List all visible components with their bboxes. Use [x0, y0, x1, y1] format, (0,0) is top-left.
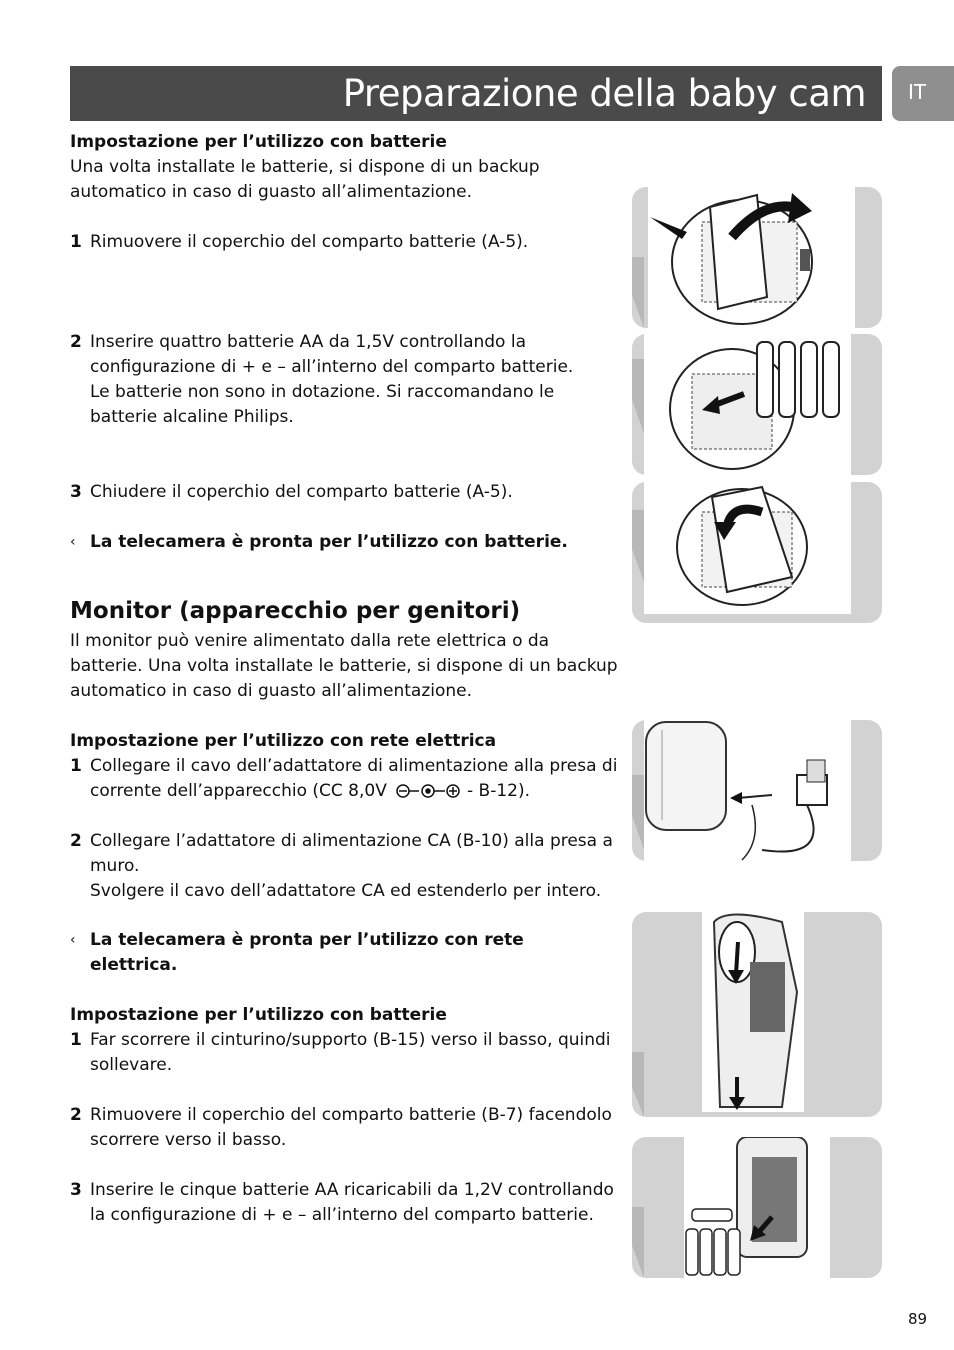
page-title: Preparazione della baby cam [342, 72, 866, 115]
dc-polarity-icon [395, 783, 463, 799]
result-text: elettrica. [90, 955, 178, 975]
page-header [70, 66, 882, 121]
step-text: Inserire quattro batterie AA da 1,5V controllando la [90, 332, 526, 352]
section2-intro-line: batterie. Una volta installate le batterie, si dispone di un backup [70, 656, 618, 676]
step-text: Chiudere il coperchio del comparto batterie (A-5). [90, 482, 513, 502]
language-code: IT [908, 80, 927, 104]
result-arrow-icon: ‹ [70, 534, 76, 550]
section1-intro-line: automatico in caso di guasto all’alimentazione. [70, 182, 473, 202]
result-arrow-icon: ‹ [70, 932, 76, 948]
mains-heading: Impostazione per l’utilizzo con rete elettrica [70, 731, 497, 751]
section1-intro-line: Una volta installate le batterie, si dispone di un backup [70, 157, 540, 177]
language-tab [892, 66, 954, 121]
result-text: La telecamera è pronta per l’utilizzo con batterie. [90, 532, 568, 552]
step-text: Svolgere il cavo dell’adattatore CA ed estenderlo per intero. [90, 881, 602, 901]
section1-heading: Impostazione per l’utilizzo con batterie [70, 132, 447, 152]
step-text: Le batterie non sono in dotazione. Si raccomandano le [90, 382, 555, 402]
figure-power-adapter [632, 720, 882, 861]
figure-remove-cover [632, 187, 882, 328]
camera-close-cover-illustration [632, 482, 882, 623]
section2-intro-line: automatico in caso di guasto all’alimentazione. [70, 681, 473, 701]
step-number: 3 [70, 482, 82, 502]
belt-clip-illustration [632, 912, 882, 1117]
step-number: 3 [70, 1180, 82, 1200]
figure-monitor-batteries [632, 1137, 882, 1278]
step-text: configurazione di + e – all’interno del comparto batterie. [90, 357, 574, 377]
section2-title: Monitor (apparecchio per genitori) [70, 598, 521, 624]
step-text: muro. [90, 856, 140, 876]
step-text: la configurazione di + e – all’interno del comparto batterie. [90, 1205, 594, 1225]
step-text: Rimuovere il coperchio del comparto batterie (B-7) facendolo [90, 1105, 612, 1125]
step-text: Rimuovere il coperchio del comparto batterie (A-5). [90, 232, 529, 252]
step-text: scorrere verso il basso. [90, 1130, 287, 1150]
step-text: Collegare il cavo dell’adattatore di alimentazione alla presa di [90, 756, 618, 776]
figure-insert-batteries [632, 334, 882, 475]
step-number: 1 [70, 232, 82, 252]
step-number: 2 [70, 831, 82, 851]
step-number: 1 [70, 756, 82, 776]
step-number: 2 [70, 332, 82, 352]
step-text: Inserire le cinque batterie AA ricaricabili da 1,2V controllando [90, 1180, 614, 1200]
step-text: corrente dell’apparecchio (CC 8,0V [90, 781, 387, 801]
figure-belt-clip [632, 912, 882, 1117]
step-number: 2 [70, 1105, 82, 1125]
battery-insert-illustration [632, 334, 882, 475]
result-text: La telecamera è pronta per l’utilizzo con rete [90, 930, 524, 950]
page-number: 89 [908, 1310, 928, 1328]
power-adapter-illustration [632, 720, 882, 861]
battery-heading: Impostazione per l’utilizzo con batterie [70, 1005, 447, 1025]
camera-cover-illustration [632, 187, 882, 328]
step-text: Collegare l’adattatore di alimentazione CA (B-10) alla presa a [90, 831, 613, 851]
section2-intro-line: Il monitor può venire alimentato dalla rete elettrica o da [70, 631, 550, 651]
step-text: - B-12). [467, 781, 531, 801]
step-text: sollevare. [90, 1055, 173, 1075]
step-text: Far scorrere il cinturino/supporto (B-15) verso il basso, quindi [90, 1030, 611, 1050]
figure-close-cover [632, 482, 882, 623]
step-number: 1 [70, 1030, 82, 1050]
monitor-battery-illustration [632, 1137, 882, 1278]
step-text: batterie alcaline Philips. [90, 407, 294, 427]
